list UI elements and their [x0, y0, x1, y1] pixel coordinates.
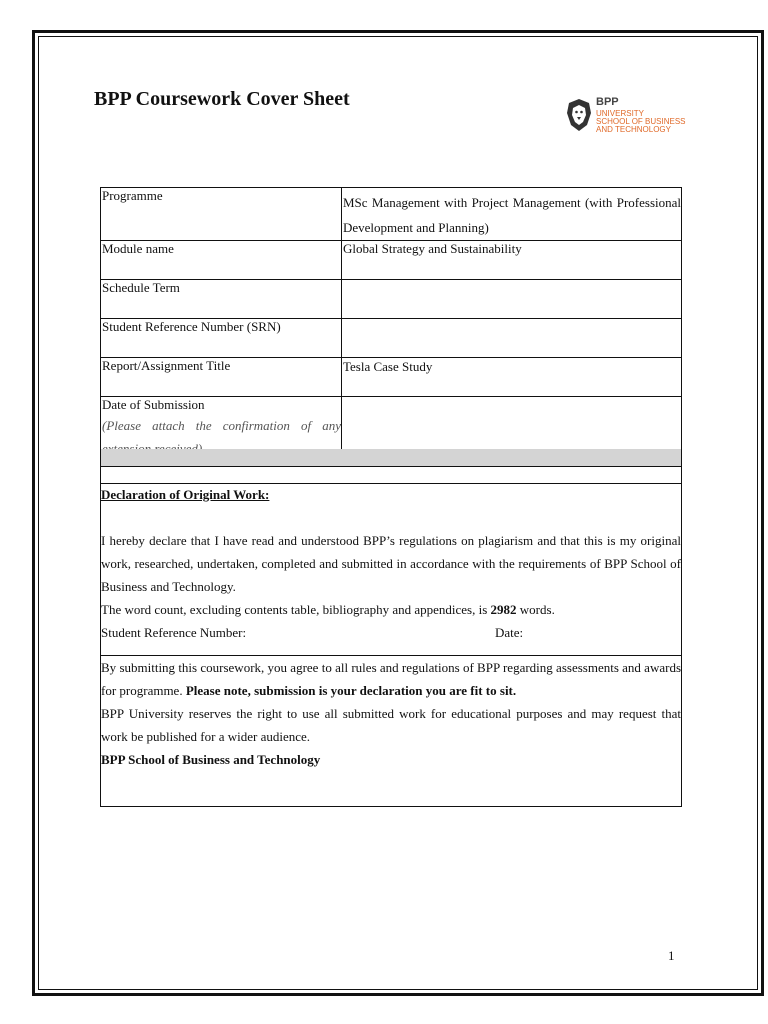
srn-label: Student Reference Number (SRN): [101, 319, 342, 358]
school-name: BPP School of Business and Technology: [101, 752, 321, 767]
assignment-title-value[interactable]: Tesla Case Study: [342, 358, 682, 397]
word-count-value: 2982: [490, 602, 517, 617]
word-count-line: [101, 598, 681, 621]
agreement-bold-note: Please note, submission is your declaration you are fit to sit.: [185, 683, 517, 698]
agreement-paragraph: [101, 656, 681, 702]
srn-date-line: [101, 621, 681, 644]
rights-paragraph: BPP University reserves the right to use all submitted work for educational purposes and may request that work be published for a wider audience.: [101, 706, 681, 744]
table-row: [101, 358, 682, 397]
srn-value[interactable]: [342, 319, 682, 358]
date-of-submission-label: Date of Submission: [102, 397, 205, 412]
module-value[interactable]: Global Strategy and Sustainability: [342, 241, 682, 280]
agreement-section: [100, 655, 682, 807]
logo-line-1: UNIVERSITY: [596, 109, 645, 118]
declaration-paragraph: I hereby declare that I have read and understood BPP’s regulations on plagiarism and that this is my original work, researched, undertaken, completed and submitted in accordance with the requirements of BPP School of Business and Technology.: [101, 533, 681, 594]
cover-details-table: [100, 187, 682, 461]
assignment-title-label: Report/Assignment Title: [101, 358, 342, 397]
agreement-text: By submitting this coursework, you agree to all rules and regulations of BPP regarding assessments and awards for programme.: [101, 660, 681, 698]
schedule-term-label: Schedule Term: [101, 280, 342, 319]
document-title: BPP Coursework Cover Sheet: [94, 88, 350, 110]
programme-value[interactable]: [342, 188, 682, 241]
blank-separator: [100, 466, 682, 484]
extension-note: (Please attach the confirmation of any: [102, 418, 341, 433]
schedule-term-value[interactable]: [342, 280, 682, 319]
word-count-prefix: The word count, excluding contents table, bibliography and appendices, is: [101, 602, 491, 617]
programme-label: Programme: [101, 188, 342, 241]
declaration-section: [100, 483, 682, 656]
table-row: [101, 319, 682, 358]
table-row: [101, 280, 682, 319]
module-label: Module name: [101, 241, 342, 280]
bpp-logo: [566, 96, 696, 140]
table-row: [101, 188, 682, 241]
table-row: [101, 241, 682, 280]
lion-head-icon: [566, 98, 592, 132]
logo-line-3: AND TECHNOLOGY: [596, 125, 671, 134]
declaration-srn-label: Student Reference Number:: [101, 625, 247, 640]
declaration-date-label: Date:: [495, 625, 524, 640]
page-number: 1: [668, 948, 675, 963]
logo-brand: BPP: [596, 96, 619, 108]
declaration-heading: Declaration of Original Work:: [101, 487, 270, 502]
word-count-suffix: words.: [516, 602, 555, 617]
shaded-separator: [100, 449, 682, 467]
programme-value-text: MSc Management with Project Management (with Professional Development and Planning): [343, 195, 681, 235]
logo-line-2: SCHOOL OF BUSINESS: [596, 117, 686, 126]
